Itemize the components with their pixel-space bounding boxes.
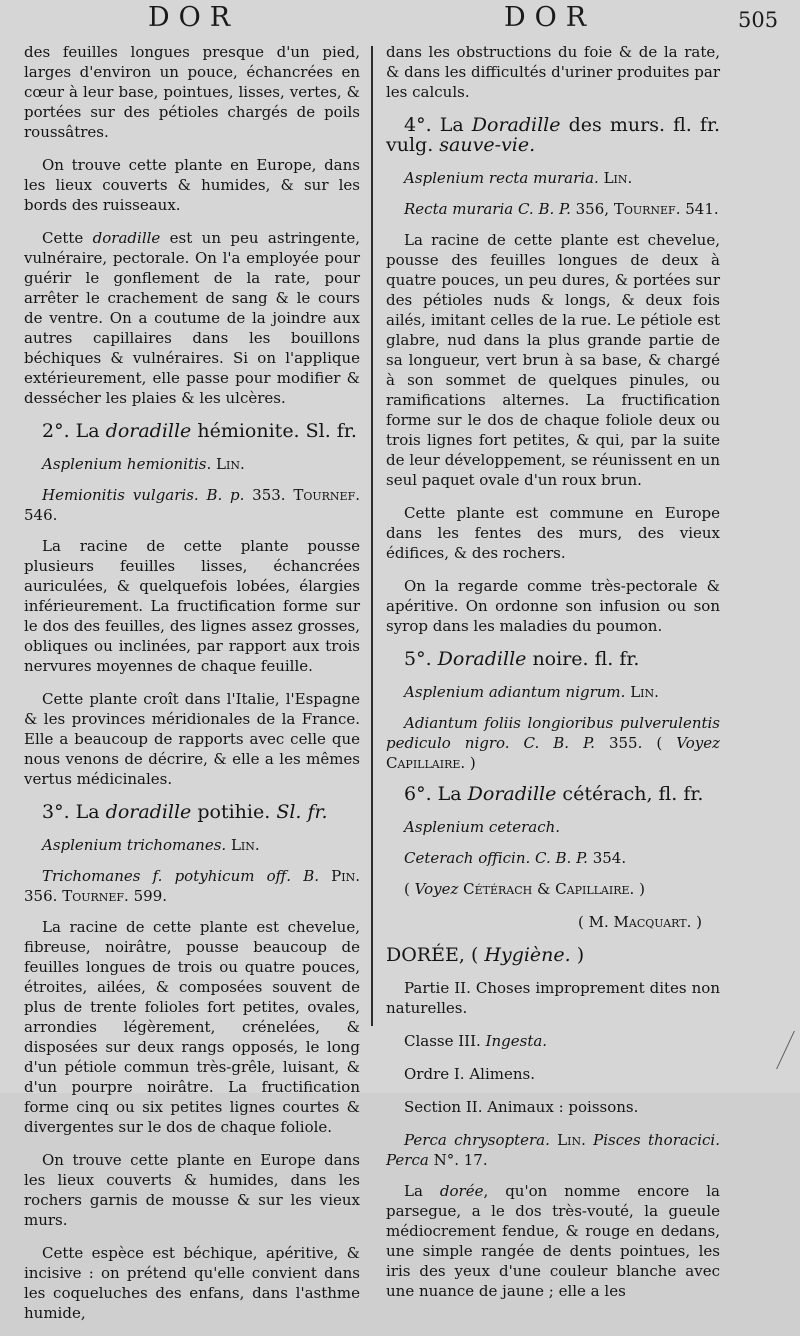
species-heading: 3°. La doradille potihie. Sl. fr. bbox=[42, 801, 328, 823]
paragraph: Cette espèce est béchique, apéritive, & incisive : on prétend qu'elle convient dans les coqueluches des enfans, dans l'asthme humide, bbox=[24, 1244, 360, 1322]
synonym-line: Asplenium trichomanes. Lin. bbox=[42, 836, 260, 854]
paragraph: On trouve cette plante en Europe dans les lieux couverts & humides, dans les rochers garnis de mousse & sur les vieux murs. bbox=[24, 1151, 360, 1229]
cross-reference: ( Voyez Cétérach & Capillaire. ) bbox=[404, 880, 645, 898]
synonym-line: Recta muraria C. B. P. 356, Tournef. 541. bbox=[404, 200, 719, 218]
synonym-line: Asplenium hemionitis. Lin. bbox=[42, 455, 245, 473]
paragraph: Cette plante est commune en Europe dans les fentes des murs, des vieux édifices, & des rochers. bbox=[386, 504, 720, 562]
species-heading: 6°. La Doradille cétérach, fl. fr. bbox=[404, 783, 704, 805]
paragraph: Cette plante croît dans l'Italie, l'Espagne & les provinces méridionales de la France. Elle a beaucoup de rapports avec celle que nous venons de décrire, & elle a les mêmes vertus médicinales. bbox=[24, 690, 360, 788]
margin-pen-mark bbox=[776, 1031, 800, 1069]
synonym-line: Asplenium adiantum nigrum. Lin. bbox=[404, 683, 659, 701]
entry-heading: DORÉE, ( Hygiène. ) bbox=[386, 944, 585, 966]
classification-line: Section II. Animaux : poissons. bbox=[404, 1098, 639, 1116]
species-heading: 2°. La doradille hémionite. Sl. fr. bbox=[42, 420, 357, 442]
synonym-line: Asplenium ceterach. bbox=[404, 818, 561, 836]
running-head-left: DOR bbox=[148, 2, 240, 33]
paragraph: La racine de cette plante est chevelue, pousse des feuilles longues de deux à quatre pouces, un peu dures, & portées sur des pétioles nuds & longs, & deux fois ailés, imitant celles de la rue. Le pétiole est glabre, nud dans la plus grande partie de sa longueur, vert brun à sa base, & chargé à son sommet de quelques pinules, ou ramifications alternes. La fructification forme sur le dos de chaque foliole deux ou trois lignes fort petites, & qui, par la suite de leur développement, se réunissent en un seul paquet ovale d'un roux brun. bbox=[386, 231, 720, 489]
synonym-line: Trichomanes f. potyhicum off. B. Pin. 356. Tournef. 599. bbox=[24, 867, 360, 905]
paragraph: La racine de cette plante est chevelue, fibreuse, noirâtre, pousse beaucoup de feuilles longues de trois ou quatre pouces, étroites, ailées, & composées souvent de plus de trente folioles fort petites, ovales, arrondies légèrement, crénelées, & disposées sur deux rangs opposés, le long d'un pétiole commun très-grêle, luisant, & d'un pourpre noirâtre. La fructification forme cinq ou six petites lignes courtes & divergentes sur le dos de chaque foliole. bbox=[24, 918, 360, 1136]
page-number: 505 bbox=[738, 8, 779, 32]
paragraph: On la regarde comme très-pectorale & apéritive. On ordonne son infusion ou son syrop dans les maladies du poumon. bbox=[386, 577, 720, 635]
running-head-right: DOR bbox=[504, 2, 596, 33]
classification-line: Classe III. Ingesta. bbox=[404, 1032, 548, 1050]
right-column bbox=[386, 42, 720, 1314]
paragraph: dans les obstructions du foie & de la rate, & dans les difficultés d'uriner produites par les calculs. bbox=[386, 43, 720, 101]
synonym-line: Ceterach officin. C. B. P. 354. bbox=[404, 849, 627, 867]
left-column bbox=[24, 42, 360, 1336]
author-credit: ( M. Macquart. ) bbox=[578, 913, 702, 931]
paragraph: des feuilles longues presque d'un pied, larges d'environ un pouce, échancrées en cœur à leur base, pointues, lisses, vertes, & portées sur des pétioles chargés de poils roussâtres. bbox=[24, 43, 360, 141]
paragraph: Cette doradille est un peu astringente, vulnéraire, pectorale. On l'a employée pour guérir le gonflement de la rate, pour arrêter le crachement de sang & le cours de ventre. On a coutume de la joindre aux autres capillaires dans les bouillons béchiques & vulnéraires. Si on l'applique extérieurement, elle passe pour modifier & dessécher les plaies & les ulcères. bbox=[24, 229, 360, 407]
classification-line: Partie II. Choses improprement dites non naturelles. bbox=[386, 979, 720, 1017]
column-divider bbox=[371, 46, 373, 1026]
synonym-line: Asplenium recta muraria. Lin. bbox=[404, 169, 633, 187]
synonym-line: Hemionitis vulgaris. B. p. 353. Tournef. 546. bbox=[24, 486, 360, 524]
species-heading: 5°. Doradille noire. fl. fr. bbox=[404, 648, 640, 670]
synonym-line: Perca chrysoptera. Lin. Pisces thoracici. Perca N°. 17. bbox=[386, 1131, 720, 1169]
paragraph: On trouve cette plante en Europe, dans les lieux couverts & humides, & sur les bords des ruisseaux. bbox=[24, 156, 360, 214]
paragraph: La racine de cette plante pousse plusieurs feuilles lisses, échancrées auriculées, & quelquefois lobées, élargies inférieurement. La fructification forme sur le dos des feuilles, des lignes assez grosses, obliques ou inclinées, par rapport aux trois nervures moyennes de chaque feuille. bbox=[24, 537, 360, 675]
species-heading: 4°. La Doradille des murs. fl. fr. vulg. sauve-vie. bbox=[386, 114, 720, 156]
classification-line: Ordre I. Alimens. bbox=[404, 1065, 536, 1083]
paragraph: La dorée, qu'on nomme encore la parsegue, a le dos très-vouté, la gueule médiocrement fendue, & rouge en dedans, une simple rangée de dents pointues, les iris des yeux d'une couleur blanche avec une nuance de jaune ; elle a les bbox=[386, 1182, 720, 1300]
synonym-line: Adiantum foliis longioribus pulverulentis pediculo nigro. C. B. P. 355. ( Voyez Capillaire. ) bbox=[386, 714, 720, 772]
